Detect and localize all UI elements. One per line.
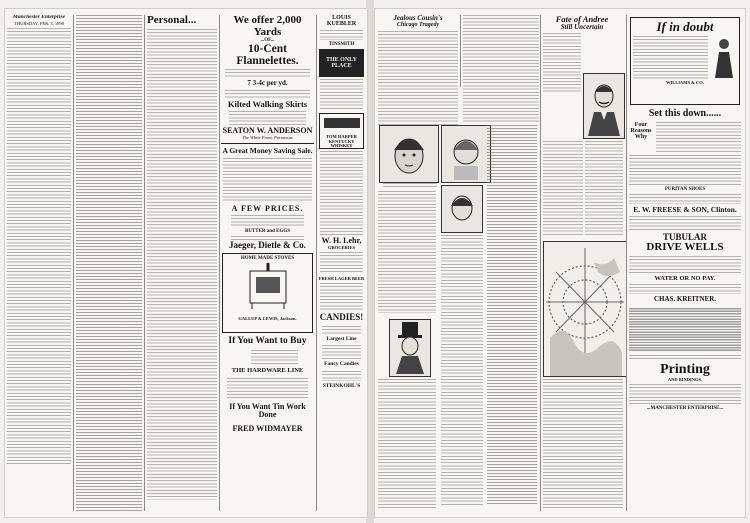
article-text [463, 15, 539, 123]
flannel-of: ...OF... [260, 38, 275, 44]
caption-text [383, 183, 437, 188]
ad-text [629, 216, 741, 230]
arctic-map-illustration [543, 241, 627, 377]
stove-firm: GALLUP & LEWIS, Jackson. [238, 316, 297, 322]
ad-text [251, 350, 298, 366]
flannel-merchant: SEATON W. ANDERSON [222, 125, 313, 135]
portrait-andree-illustration [583, 73, 625, 139]
wells-sub: WATER OR NO PAY. [654, 274, 716, 282]
lehr-title: W. H. Lehr, [321, 235, 362, 245]
hardware-line-2: THE HARDWARE LINE [231, 367, 304, 375]
hardware-line-3: If You Want Tin Work Done [229, 401, 306, 420]
column-3-bottom [543, 379, 623, 511]
column-5-ads [318, 15, 365, 511]
ad-text [629, 355, 741, 361]
ad-text [656, 122, 741, 152]
column-1-bottom [378, 379, 436, 511]
flannel-merchant-sub: The White Front, Parnassus [242, 135, 293, 141]
flannel-price: 7 3-4c per yd. [247, 79, 288, 88]
article-text [378, 31, 458, 127]
candies-line-2: Fancy Candies [324, 361, 359, 368]
stove-title: HOME MADE STOVES [240, 256, 295, 262]
masthead-title: Manchester Enterprise [12, 15, 66, 20]
jaeger-title: Jaeger, Dietle & Co. [229, 239, 306, 250]
candies-line-1: Largest Line [326, 335, 357, 342]
article-text [76, 15, 142, 511]
figure-icon [711, 36, 737, 80]
stove-icon [238, 261, 298, 311]
column-4-ads [629, 15, 741, 511]
right-newspaper-page [374, 8, 746, 518]
article-text [7, 28, 71, 464]
article-text [378, 191, 436, 313]
column-rule [460, 15, 461, 87]
ad-text [629, 384, 741, 404]
andree-subtitle: Still Uncertain [560, 22, 604, 31]
jealous-title: Jealous Cousin's [393, 15, 443, 22]
doubt-title: If in doubt [656, 19, 714, 34]
ad-text [322, 371, 361, 381]
lehr-trade: GROCERIES [327, 245, 355, 251]
column-rule [73, 15, 74, 511]
money-saving-title: A Great Money Saving Sale. [222, 146, 313, 156]
wells-merchant: CHAS. KREITNER. [653, 295, 717, 304]
article-text [441, 235, 483, 507]
portrait-woman-illustration [379, 125, 439, 183]
ad-text [322, 326, 361, 334]
column-3 [147, 15, 217, 511]
flannel-sub: Kilted Walking Skirts [227, 98, 308, 109]
kuebler-trade: TINSMITH [328, 41, 355, 47]
personal-items [147, 29, 217, 500]
portrait-child-illustration [441, 125, 491, 183]
wells-title-1: TUBULAR [662, 231, 707, 242]
doubt-firm: WILLIAMS & CO. [666, 79, 704, 85]
ad-text [225, 90, 310, 98]
lehr-beer: FRESH LAGER BEER [318, 276, 365, 282]
butter-eggs: BUTTER and EGGS [244, 229, 291, 235]
ad-text [225, 69, 310, 78]
portrait-man-top-hat-illustration [389, 319, 431, 377]
ad-text [320, 283, 363, 311]
ad-text [227, 378, 308, 400]
ad-divider [221, 143, 314, 144]
column-rule [540, 15, 541, 511]
ad-text [231, 236, 304, 240]
ad-text [629, 194, 741, 204]
hardware-merchant: FRED WIDMAYER [232, 423, 303, 433]
column-rule [626, 15, 627, 511]
ad-text [320, 30, 363, 40]
column-rule [316, 15, 317, 511]
ad-text [629, 155, 741, 185]
column-rule [144, 15, 145, 511]
kuebler-title: LOUIS KUEBLER [326, 15, 357, 28]
ad-text [320, 151, 363, 235]
article-text [543, 379, 623, 509]
prices-title: A FEW PRICES. [231, 204, 304, 213]
article-text [487, 125, 537, 505]
wells-title-2: DRIVE WELLS [646, 241, 724, 254]
left-newspaper-page [4, 8, 368, 518]
printing-title: Printing [660, 361, 710, 377]
ad-text [320, 79, 363, 111]
dense-text-block [629, 308, 741, 352]
ad-text [629, 284, 741, 294]
column-2-lower [487, 125, 537, 511]
article-text [543, 33, 581, 93]
ad-text [629, 256, 741, 274]
candies-title: CANDIES! [319, 312, 364, 323]
column-1b [441, 235, 483, 511]
article-text [543, 141, 583, 237]
stove-ad [222, 253, 313, 333]
issue-date: THURSDAY, FEB. 3, 1898 [14, 20, 64, 26]
portrait-girl-illustration [441, 185, 483, 233]
flannel-headline-1: We offer 2,000 Yards [233, 15, 302, 38]
puritan-shoes: PURITAN SHOES [664, 186, 706, 192]
freese-title: E. W. FREESE & SON, Clinton. [633, 204, 737, 214]
column-4-ads [221, 15, 314, 511]
set-this-down-title: Set this down...... [648, 108, 722, 119]
candies-merchant: STEINKOHL'S [322, 383, 361, 390]
whiskey-bottle-icon [322, 116, 362, 130]
ad-text [231, 215, 304, 227]
jealous-subtitle: Chicago Tragedy [396, 22, 440, 29]
article-text [585, 141, 623, 237]
four-reasons: Four Reasons Why [630, 121, 652, 141]
personal-heading: Personal... [147, 15, 197, 26]
column-2 [76, 15, 142, 511]
doubt-ad [630, 17, 740, 105]
column-1 [7, 15, 71, 511]
ad-text [229, 111, 306, 125]
whiskey-title: TOM HARPER KENTUCKY WHISKEY [326, 133, 357, 149]
article-text [378, 379, 436, 509]
whiskey-ad [319, 113, 364, 149]
kuebler-place: THE ONLY PLACE [319, 49, 364, 77]
column-rule [219, 15, 220, 511]
hardware-line-1: If You Want to Buy [228, 336, 307, 347]
ad-text [223, 158, 312, 202]
andree-title: Fate of Andree [555, 15, 609, 24]
ad-text [320, 252, 363, 274]
printing-paper: ...MANCHESTER ENTERPRISE... [646, 406, 724, 412]
ad-text [633, 36, 708, 80]
ad-text [322, 345, 361, 359]
printing-sub: AND BINDINGS. [667, 377, 703, 383]
flannel-headline-2: 10-Cent Flannelettes. [236, 43, 299, 68]
